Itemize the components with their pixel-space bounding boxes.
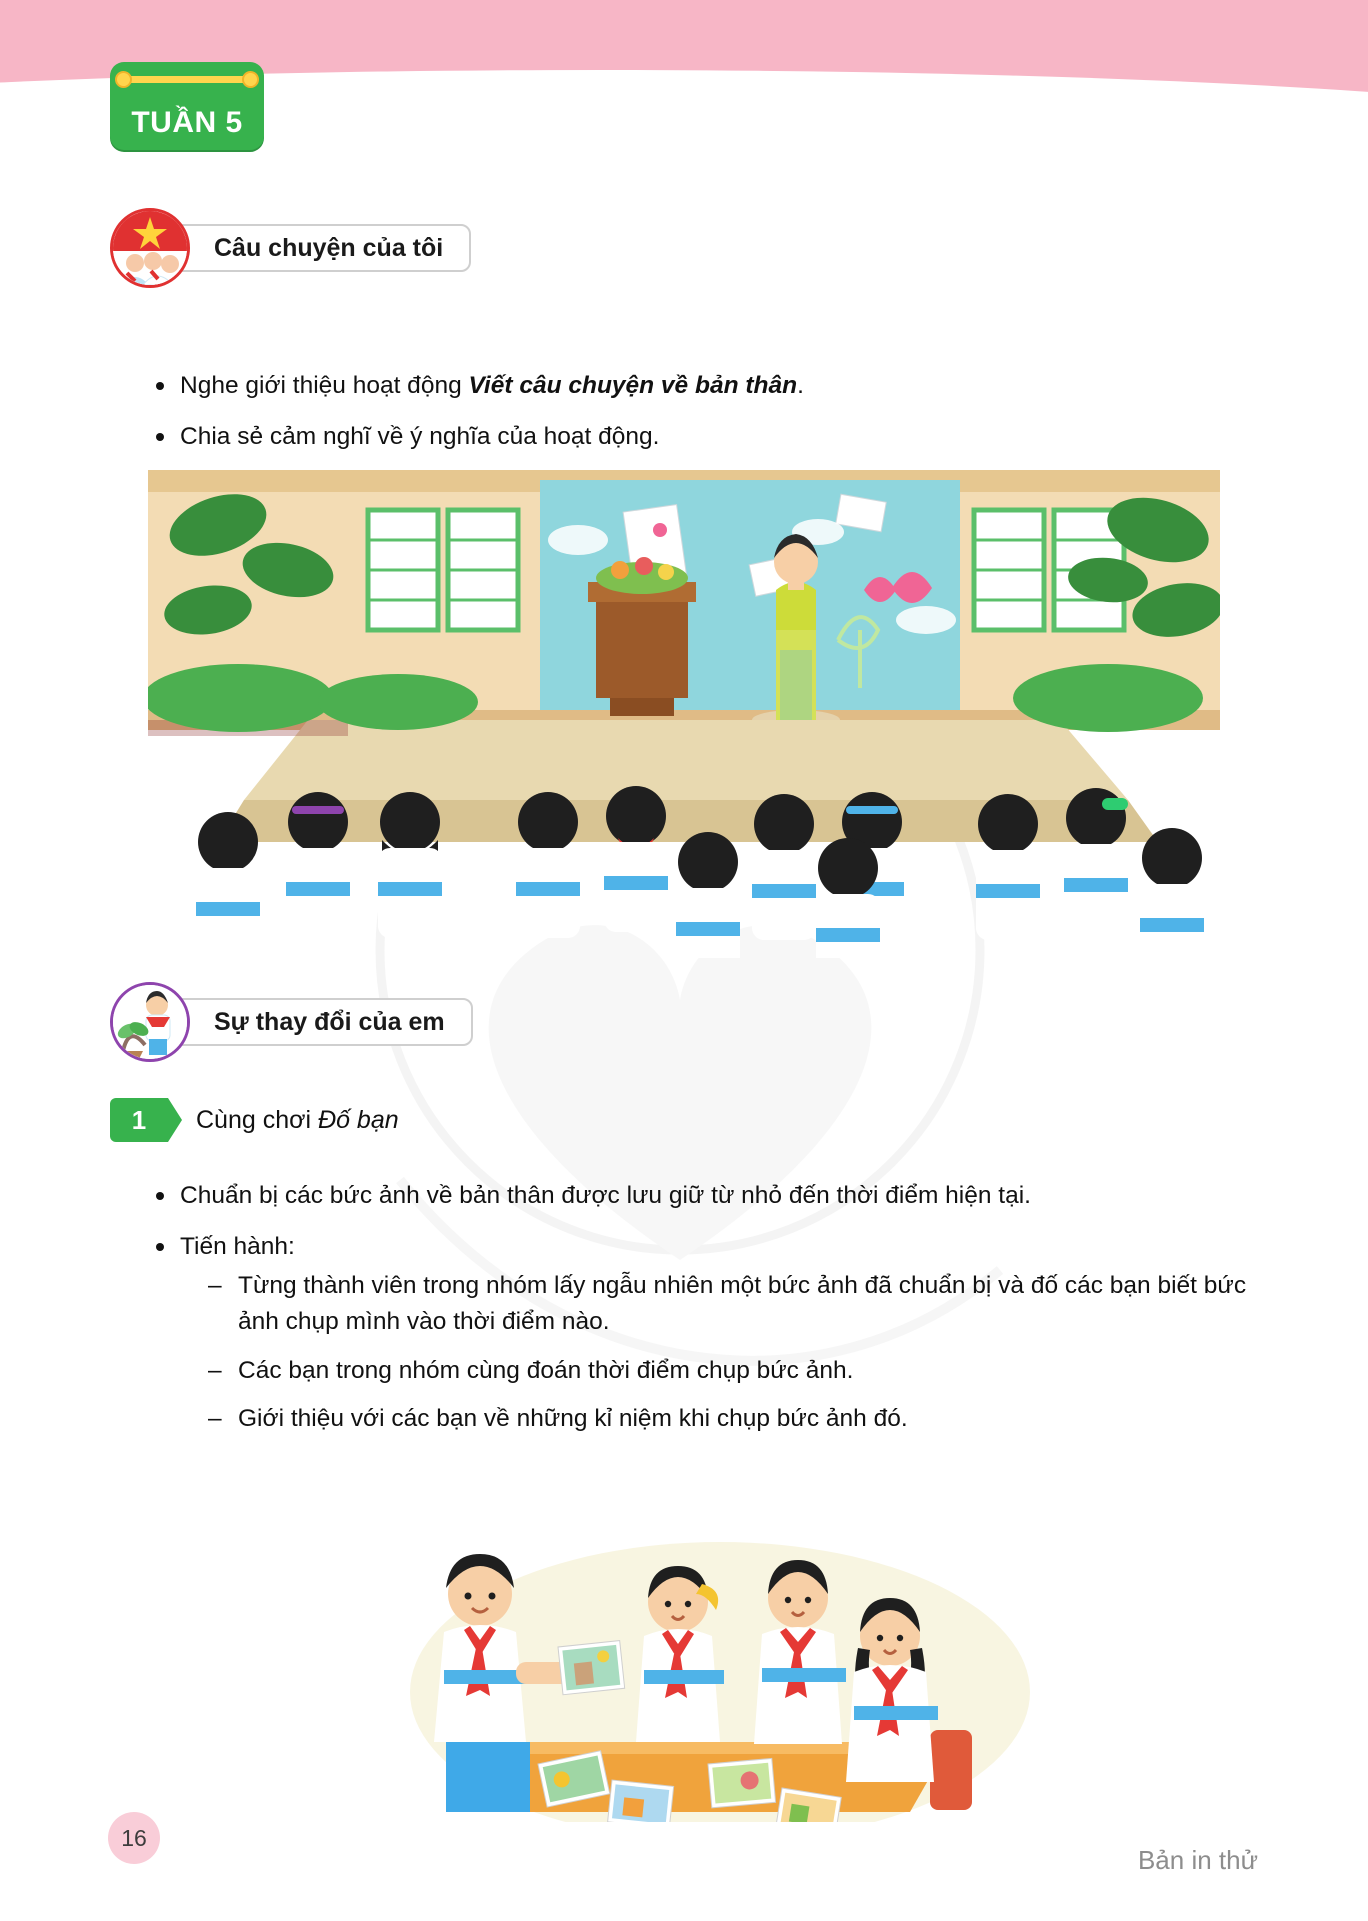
my-story-bullet-list <box>144 368 1244 470</box>
procedure-sub-list <box>208 1268 1248 1449</box>
your-change-bullet-list <box>144 1178 1254 1280</box>
bullet-text: Tiến hành: <box>180 1232 295 1260</box>
list-item: – Giới thiệu với các bạn về những kỉ niệm khi chụp bức ảnh đó. <box>208 1401 1248 1437</box>
list-item <box>144 1178 1254 1215</box>
task-number: 1 <box>110 1098 168 1142</box>
bullet-text: Nghe giới thiệu hoạt động <box>180 372 469 399</box>
section-title-text: Câu chuyện của tôi <box>214 233 444 262</box>
list-item: – Từng thành viên trong nhóm lấy ngẫu nhiên một bức ảnh đã chuẩn bị và đố các bạn biết bức ảnh chụp mình vào thời điểm nào. <box>208 1268 1248 1341</box>
draft-mark-label: Bản in thử <box>1137 1845 1258 1875</box>
badge-rod-icon <box>122 76 252 83</box>
task-title-emphasis: Đố bạn <box>318 1105 399 1134</box>
page-number: 16 <box>108 1812 160 1864</box>
section-header-my-story <box>110 208 471 288</box>
students-sharing-photos-illustration <box>390 1492 1030 1822</box>
week-badge <box>110 62 264 150</box>
bullet-emphasis: Viết câu chuyện về bản thân <box>468 372 798 399</box>
scout-flag-icon <box>110 208 190 288</box>
list-item: – Các bạn trong nhóm cùng đoán thời điểm chụp bức ảnh. <box>208 1353 1248 1389</box>
task-title <box>196 1106 399 1135</box>
task-1 <box>110 1098 399 1142</box>
list-item <box>144 419 1244 456</box>
bullet-text: Chia sẻ cảm nghĩ về ý nghĩa của hoạt động. <box>180 422 660 450</box>
bullet-suffix: . <box>797 372 804 399</box>
list-item <box>144 368 1244 405</box>
section-header-your-change <box>110 982 473 1062</box>
bullet-text: Chuẩn bị các bức ảnh về bản thân được lưu giữ từ nhỏ đến thời điểm hiện tại. <box>180 1182 1031 1209</box>
plant-sprout-icon <box>110 982 190 1062</box>
task-title-text: Cùng chơi <box>196 1105 319 1134</box>
list-item <box>144 1229 1254 1266</box>
assembly-stage-illustration <box>148 470 1220 958</box>
week-badge-label: TUẦN 5 <box>131 106 243 139</box>
section-title-text: Sự thay đổi của em <box>214 1007 445 1036</box>
